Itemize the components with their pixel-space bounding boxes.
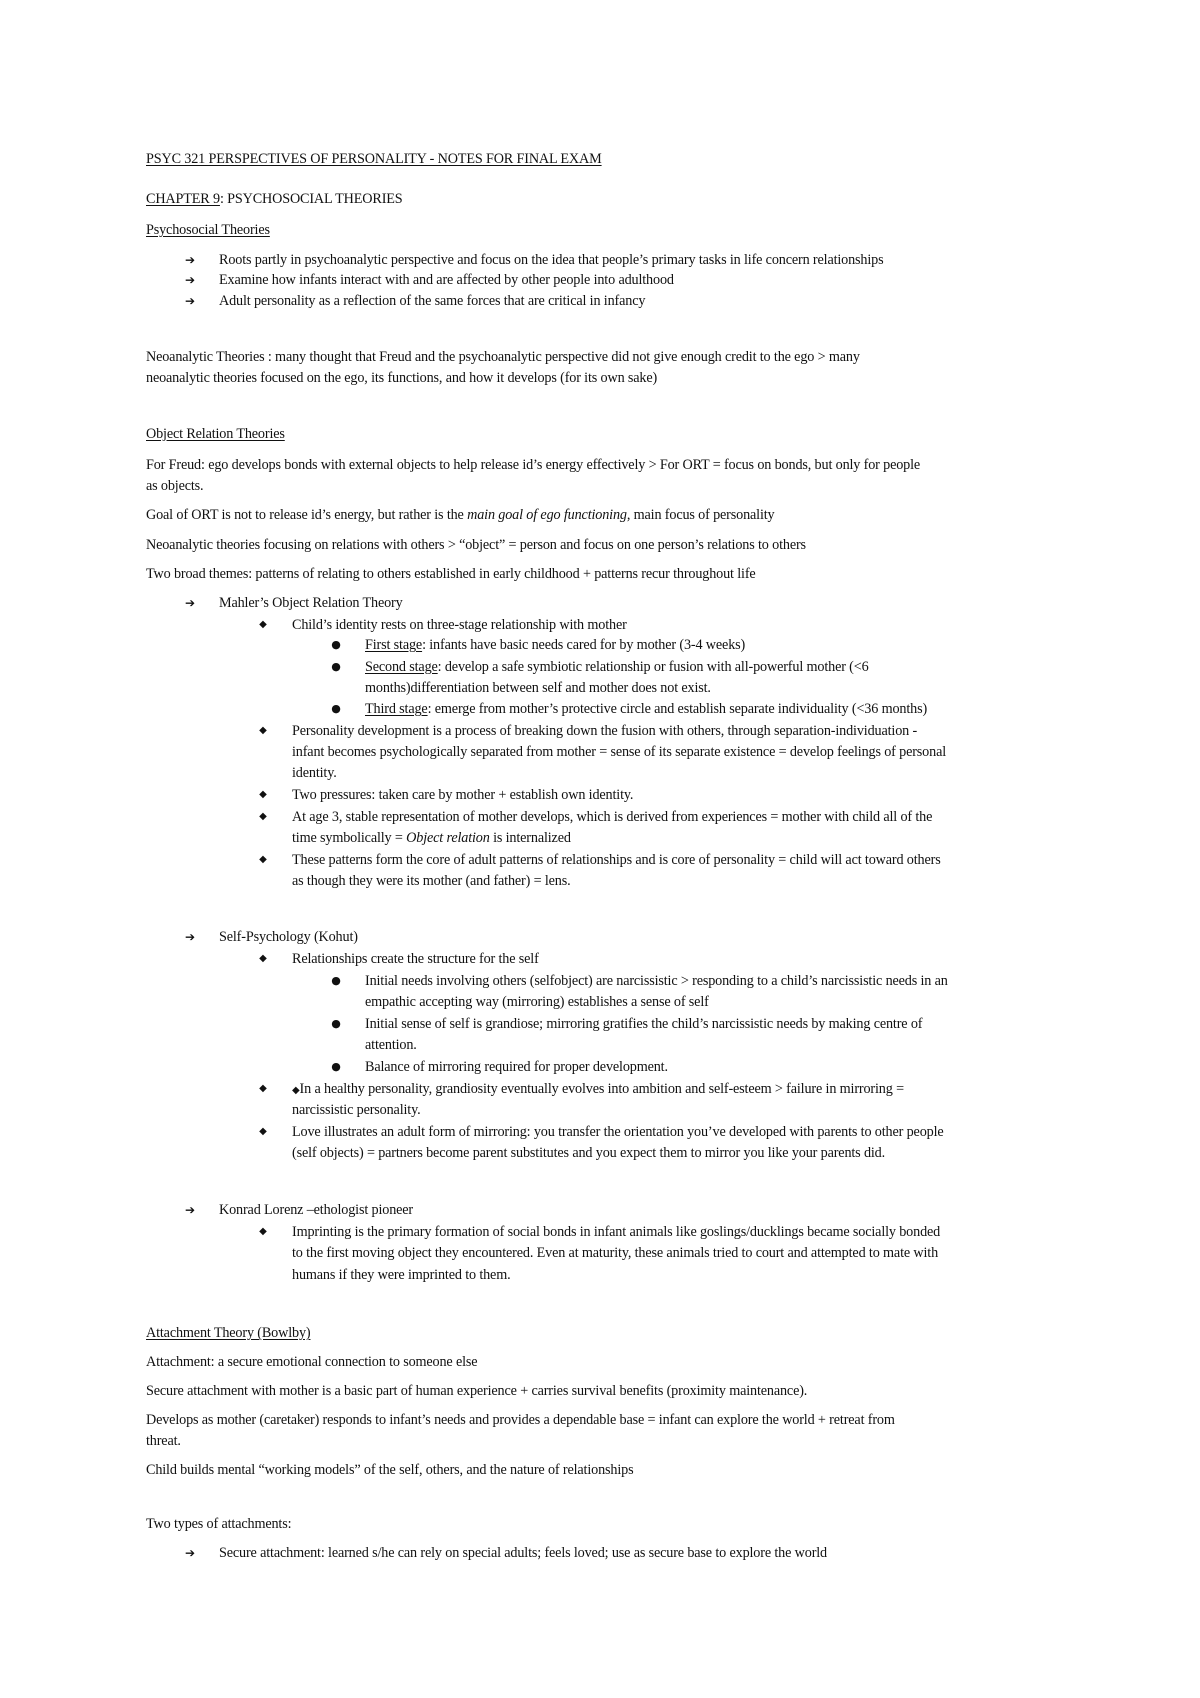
arrow-bullet-icon: ➔ [184, 1203, 196, 1217]
list-item: Examine how infants interact with and are affected by other people into adulthood [219, 272, 674, 288]
dot-bullet-icon: ● [331, 1060, 341, 1073]
object-relation-heading: Object Relation Theories [146, 426, 285, 442]
diamond-bullet-icon: ◆ [259, 1226, 267, 1237]
list-item [365, 636, 745, 654]
list-item-continuation: attention. [365, 1037, 417, 1053]
arrow-bullet-icon: ➔ [184, 294, 196, 308]
text-run: is internalized [489, 830, 571, 846]
paragraph-line: For Freud: ego develops bonds with external objects to help release id’s energy effectively > For ORT = focus on bonds, but only for people [146, 457, 921, 473]
list-item [292, 1080, 904, 1100]
arrow-bullet-icon: ➔ [184, 273, 196, 287]
text-run: In a healthy personality, grandiosity eventually evolves into ambition and self-esteem > failure in mirroring = [299, 1081, 904, 1097]
psychosocial-heading: Psychosocial Theories [146, 222, 270, 238]
dot-bullet-icon: ● [331, 660, 341, 673]
list-item: Child’s identity rests on three-stage relationship with mother [292, 617, 627, 633]
stage-label: First stage [365, 637, 423, 653]
paragraph-line: threat. [146, 1433, 181, 1449]
text-run: , main focus of personality [626, 507, 775, 523]
diamond-bullet-icon: ◆ [292, 1085, 300, 1096]
list-item [365, 700, 927, 718]
diamond-bullet-icon: ◆ [259, 1083, 267, 1094]
list-item-continuation: infant becomes psychologically separated from mother = sense of its separate existence = develop feelings of personal [292, 744, 947, 760]
list-item-continuation: narcissistic personality. [292, 1102, 421, 1118]
diamond-bullet-icon: ◆ [259, 854, 267, 865]
list-item-continuation: identity. [292, 765, 337, 781]
chapter-title: : PSYCHOSOCIAL THEORIES [219, 191, 403, 207]
diamond-bullet-icon: ◆ [259, 811, 267, 822]
list-item: These patterns form the core of adult patterns of relationships and is core of personality = child will act toward others [292, 852, 941, 868]
stage-label: Second stage [365, 659, 438, 675]
dot-bullet-icon: ● [331, 638, 341, 651]
list-item-continuation [292, 829, 571, 847]
neoanalytic-paragraph-line: neoanalytic theories focused on the ego, its functions, and how it develops (for its own sake) [146, 370, 658, 386]
arrow-bullet-icon: ➔ [184, 253, 196, 267]
document-title: PSYC 321 PERSPECTIVES OF PERSONALITY - NOTES FOR FINAL EXAM [146, 151, 602, 167]
dot-bullet-icon: ● [331, 1017, 341, 1030]
list-item-continuation: as though they were its mother (and father) = lens. [292, 873, 571, 889]
arrow-bullet-icon: ➔ [184, 930, 196, 944]
list-item: At age 3, stable representation of mother develops, which is derived from experiences = mother with child all of the [292, 809, 933, 825]
dot-bullet-icon: ● [331, 702, 341, 715]
text-run: : infants have basic needs cared for by mother (3-4 weeks) [422, 637, 746, 653]
list-item: Two pressures: taken care by mother + establish own identity. [292, 787, 634, 803]
list-item: Initial sense of self is grandiose; mirroring gratifies the child’s narcissistic needs by making centre of [365, 1016, 923, 1032]
arrow-bullet-icon: ➔ [184, 1546, 196, 1560]
diamond-bullet-icon: ◆ [259, 1126, 267, 1137]
text-run: : emerge from mother’s protective circle and establish separate individuality (<36 months) [427, 701, 928, 717]
paragraph-line: Attachment: a secure emotional connection to someone else [146, 1354, 478, 1370]
list-item: Adult personality as a reflection of the same forces that are critical in infancy [219, 293, 646, 309]
text-run: time symbolically = [292, 830, 407, 846]
list-item: Balance of mirroring required for proper development. [365, 1059, 668, 1075]
diamond-bullet-icon: ◆ [259, 789, 267, 800]
paragraph-line: Child builds mental “working models” of the self, others, and the nature of relationships [146, 1462, 634, 1478]
paragraph-line: Two broad themes: patterns of relating to others established in early childhood + patterns recur throughout life [146, 566, 756, 582]
list-item: Relationships create the structure for the self [292, 951, 539, 967]
list-item: Roots partly in psychoanalytic perspective and focus on the idea that people’s primary tasks in life concern relationships [219, 252, 884, 268]
text-run: Goal of ORT is not to release id’s energy, but rather is the [146, 507, 468, 523]
paragraph-line: Two types of attachments: [146, 1516, 292, 1532]
list-item: Personality development is a process of breaking down the fusion with others, through separation-individuation - [292, 723, 918, 739]
neoanalytic-paragraph-line: Neoanalytic Theories : many thought that Freud and the psychoanalytic perspective did not give enough credit to the ego > many [146, 349, 860, 365]
chapter-label: CHAPTER 9 [146, 191, 220, 207]
diamond-bullet-icon: ◆ [259, 725, 267, 736]
arrow-bullet-icon: ➔ [184, 596, 196, 610]
paragraph-line: as objects. [146, 478, 204, 494]
list-item-continuation: months)differentiation between self and mother does not exist. [365, 680, 711, 696]
attachment-heading: Attachment Theory (Bowlby) [146, 1325, 311, 1341]
paragraph-line: Secure attachment with mother is a basic part of human experience + carries survival benefits (proximity maintenance). [146, 1383, 808, 1399]
list-item: Imprinting is the primary formation of social bonds in infant animals like goslings/ducklings became socially bonded [292, 1224, 941, 1240]
list-item: Secure attachment: learned s/he can rely on special adults; feels loved; use as secure base to explore the world [219, 1545, 827, 1561]
dot-bullet-icon: ● [331, 974, 341, 987]
list-item-continuation: to the first moving object they encountered. Even at maturity, these animals tried to court and attempted to mate with [292, 1245, 939, 1261]
text-run: : develop a safe symbiotic relationship or fusion with all-powerful mother (<6 [437, 659, 869, 675]
list-item: Konrad Lorenz –ethologist pioneer [219, 1202, 414, 1218]
list-item-continuation: empathic accepting way (mirroring) establishes a sense of self [365, 994, 709, 1010]
diamond-bullet-icon: ◆ [259, 953, 267, 964]
list-item: Self-Psychology (Kohut) [219, 929, 358, 945]
chapter-heading [146, 190, 403, 208]
diamond-bullet-icon: ◆ [259, 619, 267, 630]
stage-label: Third stage [365, 701, 428, 717]
list-item-continuation: humans if they were imprinted to them. [292, 1267, 511, 1283]
list-item: Initial needs involving others (selfobject) are narcissistic > responding to a child’s narcissistic needs in an [365, 973, 948, 989]
list-item-continuation: (self objects) = partners become parent substitutes and you expect them to mirror you like your parents did. [292, 1145, 886, 1161]
emphasis-text: main goal of ego functioning [467, 507, 627, 523]
list-item: Love illustrates an adult form of mirroring: you transfer the orientation you’ve developed with parents to other people [292, 1124, 944, 1140]
list-item: Mahler’s Object Relation Theory [219, 595, 403, 611]
list-item [365, 658, 869, 676]
paragraph-line: Neoanalytic theories focusing on relations with others > “object” = person and focus on one person’s relations to others [146, 537, 806, 553]
emphasis-text: Object relation [406, 830, 490, 846]
paragraph-line [146, 506, 775, 524]
paragraph-line: Develops as mother (caretaker) responds to infant’s needs and provides a dependable base = infant can explore the world + retreat from [146, 1412, 895, 1428]
